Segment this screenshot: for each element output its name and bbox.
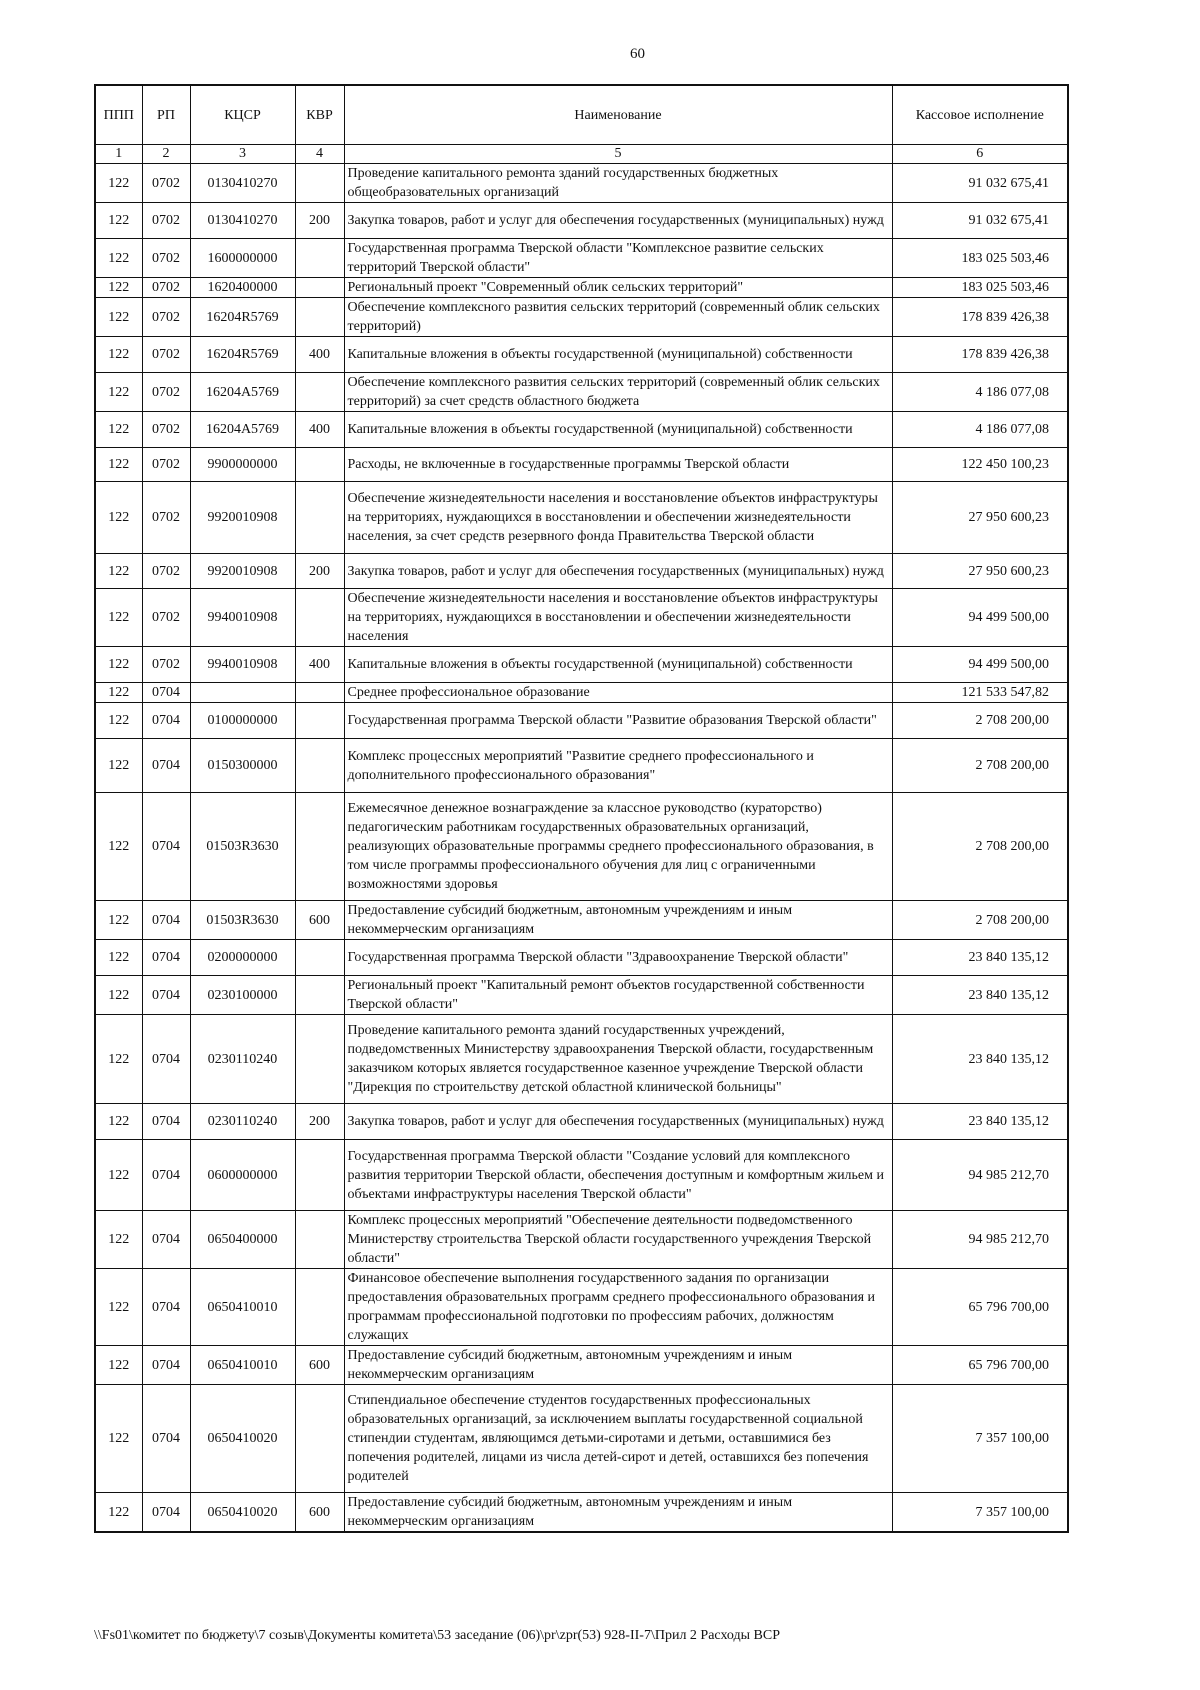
cell-kcsr: 0650410020 bbox=[190, 1385, 295, 1493]
cell-rp: 0702 bbox=[142, 164, 190, 203]
cell-name: Капитальные вложения в объекты государственной (муниципальной) собственности bbox=[344, 412, 892, 448]
cell-rp: 0704 bbox=[142, 1385, 190, 1493]
column-number: 3 bbox=[190, 145, 295, 164]
cell-ppp: 122 bbox=[95, 482, 142, 554]
cell-name: Обеспечение комплексного развития сельских территорий (современный облик сельских территорий) bbox=[344, 298, 892, 337]
cell-name: Предоставление субсидий бюджетным, автономным учреждениям и иным некоммерческим организациям bbox=[344, 1346, 892, 1385]
cell-kvr: 200 bbox=[295, 1104, 344, 1140]
cell-kvr bbox=[295, 482, 344, 554]
column-number: 2 bbox=[142, 145, 190, 164]
cell-ppp: 122 bbox=[95, 683, 142, 703]
cell-ppp: 122 bbox=[95, 940, 142, 976]
cell-rp: 0704 bbox=[142, 1346, 190, 1385]
header-amount: Кассовое исполнение bbox=[892, 85, 1068, 145]
cell-ppp: 122 bbox=[95, 448, 142, 482]
cell-amount: 7 357 100,00 bbox=[892, 1385, 1068, 1493]
cell-amount: 2 708 200,00 bbox=[892, 739, 1068, 793]
cell-kvr: 400 bbox=[295, 412, 344, 448]
cell-name: Проведение капитального ремонта зданий государственных бюджетных общеобразовательных организаций bbox=[344, 164, 892, 203]
cell-kvr: 200 bbox=[295, 203, 344, 239]
cell-ppp: 122 bbox=[95, 976, 142, 1015]
table-row bbox=[95, 647, 1068, 683]
cell-name: Региональный проект "Современный облик сельских территорий" bbox=[344, 278, 892, 298]
cell-name: Обеспечение жизнедеятельности населения и восстановление объектов инфраструктуры на территориях, нуждающихся в восстановлении и обеспечении жизнедеятельности населения bbox=[344, 589, 892, 647]
cell-name: Среднее профессиональное образование bbox=[344, 683, 892, 703]
cell-name: Комплекс процессных мероприятий "Развитие среднего профессионального и дополнительного профессионального образования" bbox=[344, 739, 892, 793]
cell-name: Обеспечение жизнедеятельности населения и восстановление объектов инфраструктуры на территориях, нуждающихся в восстановлении и обеспечении жизнедеятельности населения, за счет средств резервного фонда Правительства Тверской области bbox=[344, 482, 892, 554]
table-row bbox=[95, 412, 1068, 448]
cell-amount: 121 533 547,82 bbox=[892, 683, 1068, 703]
cell-ppp: 122 bbox=[95, 554, 142, 589]
cell-kcsr: 9900000000 bbox=[190, 448, 295, 482]
cell-kcsr bbox=[190, 683, 295, 703]
cell-amount: 4 186 077,08 bbox=[892, 373, 1068, 412]
cell-rp: 0704 bbox=[142, 1104, 190, 1140]
cell-rp: 0702 bbox=[142, 589, 190, 647]
cell-amount: 23 840 135,12 bbox=[892, 940, 1068, 976]
table-row bbox=[95, 554, 1068, 589]
cell-rp: 0702 bbox=[142, 554, 190, 589]
cell-kvr bbox=[295, 298, 344, 337]
cell-amount: 183 025 503,46 bbox=[892, 239, 1068, 278]
cell-kvr bbox=[295, 1140, 344, 1211]
header-name: Наименование bbox=[344, 85, 892, 145]
cell-amount: 23 840 135,12 bbox=[892, 1104, 1068, 1140]
cell-kvr bbox=[295, 1385, 344, 1493]
cell-amount: 178 839 426,38 bbox=[892, 337, 1068, 373]
cell-ppp: 122 bbox=[95, 1015, 142, 1104]
cell-ppp: 122 bbox=[95, 1211, 142, 1269]
cell-name: Капитальные вложения в объекты государственной (муниципальной) собственности bbox=[344, 647, 892, 683]
cell-kcsr: 0130410270 bbox=[190, 164, 295, 203]
cell-rp: 0704 bbox=[142, 940, 190, 976]
cell-kvr bbox=[295, 278, 344, 298]
column-number: 1 bbox=[95, 145, 142, 164]
cell-kvr: 400 bbox=[295, 337, 344, 373]
cell-amount: 178 839 426,38 bbox=[892, 298, 1068, 337]
cell-ppp: 122 bbox=[95, 278, 142, 298]
cell-name: Обеспечение комплексного развития сельских территорий (современный облик сельских территорий) за счет средств областного бюджета bbox=[344, 373, 892, 412]
cell-amount: 2 708 200,00 bbox=[892, 901, 1068, 940]
cell-ppp: 122 bbox=[95, 703, 142, 739]
cell-name: Проведение капитального ремонта зданий государственных учреждений, подведомственных Министерству здравоохранения Тверской области, государственным заказчиком которых является государственное казенное учреждение Тверской области "Дирекция по строительству детской областной клинической больницы" bbox=[344, 1015, 892, 1104]
cell-rp: 0702 bbox=[142, 448, 190, 482]
cell-amount: 94 499 500,00 bbox=[892, 647, 1068, 683]
cell-rp: 0704 bbox=[142, 1269, 190, 1346]
cell-kcsr: 0150300000 bbox=[190, 739, 295, 793]
cell-kcsr: 0200000000 bbox=[190, 940, 295, 976]
cell-kcsr: 0650410010 bbox=[190, 1269, 295, 1346]
cell-name: Закупка товаров, работ и услуг для обеспечения государственных (муниципальных) нужд bbox=[344, 554, 892, 589]
table-row bbox=[95, 1269, 1068, 1346]
cell-ppp: 122 bbox=[95, 239, 142, 278]
column-number-row bbox=[95, 145, 1068, 164]
header-kvr: КВР bbox=[295, 85, 344, 145]
cell-name: Государственная программа Тверской области "Развитие образования Тверской области" bbox=[344, 703, 892, 739]
cell-kcsr: 16204A5769 bbox=[190, 373, 295, 412]
cell-kvr bbox=[295, 164, 344, 203]
cell-kcsr: 9920010908 bbox=[190, 554, 295, 589]
cell-name: Предоставление субсидий бюджетным, автономным учреждениям и иным некоммерческим организациям bbox=[344, 901, 892, 940]
table-row bbox=[95, 940, 1068, 976]
cell-amount: 4 186 077,08 bbox=[892, 412, 1068, 448]
cell-amount: 2 708 200,00 bbox=[892, 793, 1068, 901]
column-number: 5 bbox=[344, 145, 892, 164]
cell-ppp: 122 bbox=[95, 1385, 142, 1493]
cell-amount: 94 499 500,00 bbox=[892, 589, 1068, 647]
cell-kvr: 200 bbox=[295, 554, 344, 589]
cell-name: Закупка товаров, работ и услуг для обеспечения государственных (муниципальных) нужд bbox=[344, 1104, 892, 1140]
cell-kcsr: 0230110240 bbox=[190, 1015, 295, 1104]
table-row bbox=[95, 1211, 1068, 1269]
header-kcsr: КЦСР bbox=[190, 85, 295, 145]
table-row bbox=[95, 298, 1068, 337]
cell-kcsr: 9920010908 bbox=[190, 482, 295, 554]
cell-kcsr: 16204R5769 bbox=[190, 298, 295, 337]
cell-rp: 0702 bbox=[142, 278, 190, 298]
cell-rp: 0702 bbox=[142, 647, 190, 683]
page-number: 60 bbox=[630, 46, 645, 62]
cell-amount: 7 357 100,00 bbox=[892, 1493, 1068, 1533]
cell-amount: 91 032 675,41 bbox=[892, 164, 1068, 203]
cell-rp: 0704 bbox=[142, 1140, 190, 1211]
cell-rp: 0702 bbox=[142, 482, 190, 554]
cell-name: Государственная программа Тверской области "Комплексное развитие сельских территорий Тверской области" bbox=[344, 239, 892, 278]
cell-rp: 0704 bbox=[142, 901, 190, 940]
column-number: 4 bbox=[295, 145, 344, 164]
table-row bbox=[95, 1346, 1068, 1385]
cell-rp: 0702 bbox=[142, 412, 190, 448]
column-number: 6 bbox=[892, 145, 1068, 164]
cell-name: Предоставление субсидий бюджетным, автономным учреждениям и иным некоммерческим организациям bbox=[344, 1493, 892, 1533]
cell-kcsr: 16204A5769 bbox=[190, 412, 295, 448]
cell-ppp: 122 bbox=[95, 337, 142, 373]
cell-ppp: 122 bbox=[95, 1346, 142, 1385]
cell-rp: 0704 bbox=[142, 739, 190, 793]
cell-kcsr: 1600000000 bbox=[190, 239, 295, 278]
cell-kcsr: 0230110240 bbox=[190, 1104, 295, 1140]
cell-ppp: 122 bbox=[95, 739, 142, 793]
cell-ppp: 122 bbox=[95, 901, 142, 940]
cell-ppp: 122 bbox=[95, 203, 142, 239]
cell-amount: 122 450 100,23 bbox=[892, 448, 1068, 482]
table-row bbox=[95, 1385, 1068, 1493]
cell-amount: 23 840 135,12 bbox=[892, 976, 1068, 1015]
cell-rp: 0702 bbox=[142, 239, 190, 278]
cell-rp: 0702 bbox=[142, 373, 190, 412]
cell-kvr bbox=[295, 703, 344, 739]
cell-kcsr: 01503R3630 bbox=[190, 793, 295, 901]
cell-kvr bbox=[295, 793, 344, 901]
cell-rp: 0704 bbox=[142, 1015, 190, 1104]
cell-name: Ежемесячное денежное вознаграждение за классное руководство (кураторство) педагогическим работникам государственных образовательных организаций, реализующих образовательные программы среднего профессионального образования, в том числе программы профессионального обучения для лиц с ограниченными возможностями здоровья bbox=[344, 793, 892, 901]
cell-kcsr: 9940010908 bbox=[190, 589, 295, 647]
cell-kvr bbox=[295, 683, 344, 703]
cell-name: Государственная программа Тверской области "Здравоохранение Тверской области" bbox=[344, 940, 892, 976]
cell-rp: 0704 bbox=[142, 1211, 190, 1269]
cell-ppp: 122 bbox=[95, 1140, 142, 1211]
cell-kcsr: 9940010908 bbox=[190, 647, 295, 683]
table-row bbox=[95, 278, 1068, 298]
cell-rp: 0702 bbox=[142, 203, 190, 239]
cell-kcsr: 0600000000 bbox=[190, 1140, 295, 1211]
cell-rp: 0704 bbox=[142, 976, 190, 1015]
table-body bbox=[95, 164, 1068, 1533]
cell-name: Комплекс процессных мероприятий "Обеспечение деятельности подведомственного Министерству строительства Тверской области государственного учреждения Тверской области" bbox=[344, 1211, 892, 1269]
cell-kcsr: 0650410020 bbox=[190, 1493, 295, 1533]
table-row bbox=[95, 1140, 1068, 1211]
cell-rp: 0702 bbox=[142, 298, 190, 337]
table-row bbox=[95, 239, 1068, 278]
table-row bbox=[95, 1493, 1068, 1533]
cell-rp: 0704 bbox=[142, 683, 190, 703]
cell-amount: 2 708 200,00 bbox=[892, 703, 1068, 739]
table-row bbox=[95, 482, 1068, 554]
table-row bbox=[95, 373, 1068, 412]
budget-table bbox=[94, 84, 1069, 1533]
cell-kvr bbox=[295, 589, 344, 647]
cell-kvr bbox=[295, 739, 344, 793]
cell-kvr: 600 bbox=[295, 901, 344, 940]
cell-ppp: 122 bbox=[95, 164, 142, 203]
cell-ppp: 122 bbox=[95, 1104, 142, 1140]
table-row bbox=[95, 203, 1068, 239]
table-row bbox=[95, 1015, 1068, 1104]
cell-name: Расходы, не включенные в государственные программы Тверской области bbox=[344, 448, 892, 482]
cell-kvr bbox=[295, 976, 344, 1015]
cell-name: Капитальные вложения в объекты государственной (муниципальной) собственности bbox=[344, 337, 892, 373]
cell-amount: 91 032 675,41 bbox=[892, 203, 1068, 239]
cell-kvr: 400 bbox=[295, 647, 344, 683]
table-row bbox=[95, 448, 1068, 482]
cell-amount: 27 950 600,23 bbox=[892, 482, 1068, 554]
table-row bbox=[95, 976, 1068, 1015]
cell-ppp: 122 bbox=[95, 298, 142, 337]
cell-rp: 0702 bbox=[142, 337, 190, 373]
cell-ppp: 122 bbox=[95, 589, 142, 647]
cell-ppp: 122 bbox=[95, 793, 142, 901]
cell-kvr: 600 bbox=[295, 1346, 344, 1385]
cell-name: Финансовое обеспечение выполнения государственного задания по организации предоставления образовательных программ среднего профессионального образования и программам профессиональной подготовки по профессиям рабочих, должностям служащих bbox=[344, 1269, 892, 1346]
cell-name: Государственная программа Тверской области "Создание условий для комплексного развития территории Тверской области, обеспечения доступным и комфортным жильем и объектами инфраструктуры населения Тверской области" bbox=[344, 1140, 892, 1211]
cell-kcsr: 0100000000 bbox=[190, 703, 295, 739]
cell-amount: 23 840 135,12 bbox=[892, 1015, 1068, 1104]
table-row bbox=[95, 739, 1068, 793]
cell-amount: 183 025 503,46 bbox=[892, 278, 1068, 298]
cell-ppp: 122 bbox=[95, 647, 142, 683]
cell-name: Региональный проект "Капитальный ремонт объектов государственной собственности Тверской области" bbox=[344, 976, 892, 1015]
cell-amount: 94 985 212,70 bbox=[892, 1211, 1068, 1269]
cell-amount: 65 796 700,00 bbox=[892, 1269, 1068, 1346]
table-row bbox=[95, 164, 1068, 203]
table-row bbox=[95, 683, 1068, 703]
cell-kvr bbox=[295, 1269, 344, 1346]
cell-kcsr: 0130410270 bbox=[190, 203, 295, 239]
table-row bbox=[95, 337, 1068, 373]
cell-name: Стипендиальное обеспечение студентов государственных профессиональных образовательных организаций, за исключением выплаты государственной социальной стипендии студентам, являющимся детьми-сиротами и детьми, оставшимися без попечения родителей, лицами из числа детей-сирот и детей, оставшихся без попечения родителей bbox=[344, 1385, 892, 1493]
table-row bbox=[95, 589, 1068, 647]
cell-ppp: 122 bbox=[95, 412, 142, 448]
cell-kcsr: 0230100000 bbox=[190, 976, 295, 1015]
cell-amount: 94 985 212,70 bbox=[892, 1140, 1068, 1211]
cell-kcsr: 0650400000 bbox=[190, 1211, 295, 1269]
header-rp: РП bbox=[142, 85, 190, 145]
cell-rp: 0704 bbox=[142, 1493, 190, 1533]
cell-amount: 65 796 700,00 bbox=[892, 1346, 1068, 1385]
cell-name: Закупка товаров, работ и услуг для обеспечения государственных (муниципальных) нужд bbox=[344, 203, 892, 239]
cell-kcsr: 01503R3630 bbox=[190, 901, 295, 940]
cell-kvr bbox=[295, 1211, 344, 1269]
cell-kvr bbox=[295, 448, 344, 482]
header-row bbox=[95, 85, 1068, 145]
header-ppp: ППП bbox=[95, 85, 142, 145]
cell-kvr bbox=[295, 239, 344, 278]
table-row bbox=[95, 793, 1068, 901]
table-row bbox=[95, 901, 1068, 940]
cell-kvr bbox=[295, 940, 344, 976]
cell-kcsr: 16204R5769 bbox=[190, 337, 295, 373]
cell-kvr: 600 bbox=[295, 1493, 344, 1533]
cell-kvr bbox=[295, 373, 344, 412]
cell-amount: 27 950 600,23 bbox=[892, 554, 1068, 589]
table-row bbox=[95, 1104, 1068, 1140]
cell-rp: 0704 bbox=[142, 703, 190, 739]
cell-kcsr: 1620400000 bbox=[190, 278, 295, 298]
cell-kcsr: 0650410010 bbox=[190, 1346, 295, 1385]
cell-ppp: 122 bbox=[95, 1493, 142, 1533]
cell-kvr bbox=[295, 1015, 344, 1104]
footer-file-path: \\Fs01\комитет по бюджету\7 созыв\Документы комитета\53 заседание (06)\pr\zpr(53) 928-II-7\Прил 2 Расходы ВСР bbox=[94, 1628, 781, 1643]
cell-ppp: 122 bbox=[95, 373, 142, 412]
cell-rp: 0704 bbox=[142, 793, 190, 901]
table-row bbox=[95, 703, 1068, 739]
cell-ppp: 122 bbox=[95, 1269, 142, 1346]
